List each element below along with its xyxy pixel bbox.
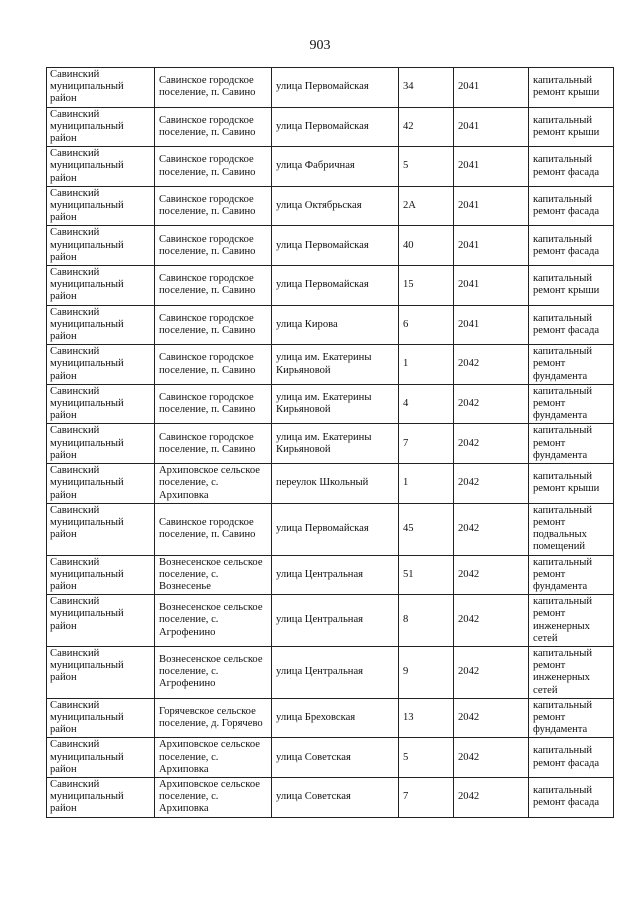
year-cell: 2042: [454, 738, 529, 778]
work-type-cell: капитальный ремонт инженерных сетей: [529, 595, 614, 647]
page-number: 903: [309, 38, 331, 53]
street-cell: улица Советская: [272, 738, 399, 778]
table-row: [47, 503, 614, 555]
district-cell: Савинский муниципальный район: [47, 464, 155, 504]
year-cell: 2042: [454, 503, 529, 555]
house-number-cell: 1: [399, 464, 454, 504]
house-number-cell: 8: [399, 595, 454, 647]
settlement-cell: Савинское городское поселение, п. Савино: [155, 68, 272, 108]
house-number-cell: 5: [399, 147, 454, 187]
district-cell: Савинский муниципальный район: [47, 107, 155, 147]
street-cell: улица им. Екатерины Кирьяновой: [272, 345, 399, 385]
street-cell: улица Центральная: [272, 555, 399, 595]
work-type-cell: капитальный ремонт подвальных помещений: [529, 503, 614, 555]
settlement-cell: Савинское городское поселение, п. Савино: [155, 266, 272, 306]
table-row: [47, 147, 614, 187]
work-type-cell: капитальный ремонт фасада: [529, 305, 614, 345]
work-type-cell: капитальный ремонт крыши: [529, 107, 614, 147]
year-cell: 2042: [454, 424, 529, 464]
street-cell: улица им. Екатерины Кирьяновой: [272, 424, 399, 464]
table-row: [47, 595, 614, 647]
house-number-cell: 5: [399, 738, 454, 778]
district-cell: Савинский муниципальный район: [47, 555, 155, 595]
work-type-cell: капитальный ремонт фасада: [529, 147, 614, 187]
settlement-cell: Савинское городское поселение, п. Савино: [155, 384, 272, 424]
district-cell: Савинский муниципальный район: [47, 738, 155, 778]
house-number-cell: 7: [399, 777, 454, 817]
settlement-cell: Архиповское сельское поселение, с. Архиповка: [155, 464, 272, 504]
settlement-cell: Савинское городское поселение, п. Савино: [155, 147, 272, 187]
year-cell: 2042: [454, 777, 529, 817]
work-type-cell: капитальный ремонт крыши: [529, 266, 614, 306]
settlement-cell: Савинское городское поселение, п. Савино: [155, 107, 272, 147]
year-cell: 2041: [454, 266, 529, 306]
house-number-cell: 9: [399, 646, 454, 698]
street-cell: улица Первомайская: [272, 226, 399, 266]
district-cell: Савинский муниципальный район: [47, 266, 155, 306]
house-number-cell: 13: [399, 698, 454, 738]
table-row: [47, 305, 614, 345]
district-cell: Савинский муниципальный район: [47, 777, 155, 817]
house-number-cell: 2А: [399, 186, 454, 226]
house-number-cell: 51: [399, 555, 454, 595]
work-type-cell: капитальный ремонт фасада: [529, 777, 614, 817]
house-number-cell: 15: [399, 266, 454, 306]
district-cell: Савинский муниципальный район: [47, 186, 155, 226]
year-cell: 2041: [454, 226, 529, 266]
district-cell: Савинский муниципальный район: [47, 384, 155, 424]
repair-registry-table: [46, 67, 614, 818]
work-type-cell: капитальный ремонт крыши: [529, 464, 614, 504]
district-cell: Савинский муниципальный район: [47, 305, 155, 345]
table-row: [47, 266, 614, 306]
street-cell: улица Бреховская: [272, 698, 399, 738]
work-type-cell: капитальный ремонт инженерных сетей: [529, 646, 614, 698]
table-row: [47, 384, 614, 424]
table-row: [47, 68, 614, 108]
work-type-cell: капитальный ремонт фундамента: [529, 345, 614, 385]
year-cell: 2042: [454, 464, 529, 504]
house-number-cell: 7: [399, 424, 454, 464]
district-cell: Савинский муниципальный район: [47, 595, 155, 647]
table-row: [47, 345, 614, 385]
year-cell: 2042: [454, 646, 529, 698]
district-cell: Савинский муниципальный район: [47, 503, 155, 555]
table-row: [47, 777, 614, 817]
street-cell: улица Фабричная: [272, 147, 399, 187]
street-cell: улица им. Екатерины Кирьяновой: [272, 384, 399, 424]
work-type-cell: капитальный ремонт фундамента: [529, 698, 614, 738]
street-cell: улица Первомайская: [272, 107, 399, 147]
year-cell: 2042: [454, 698, 529, 738]
settlement-cell: Савинское городское поселение, п. Савино: [155, 503, 272, 555]
house-number-cell: 4: [399, 384, 454, 424]
street-cell: улица Первомайская: [272, 266, 399, 306]
settlement-cell: Савинское городское поселение, п. Савино: [155, 424, 272, 464]
house-number-cell: 6: [399, 305, 454, 345]
settlement-cell: Савинское городское поселение, п. Савино: [155, 186, 272, 226]
district-cell: Савинский муниципальный район: [47, 147, 155, 187]
settlement-cell: Савинское городское поселение, п. Савино: [155, 345, 272, 385]
district-cell: Савинский муниципальный район: [47, 345, 155, 385]
table-row: [47, 424, 614, 464]
table-row: [47, 464, 614, 504]
year-cell: 2042: [454, 345, 529, 385]
table-row: [47, 226, 614, 266]
house-number-cell: 1: [399, 345, 454, 385]
district-cell: Савинский муниципальный район: [47, 646, 155, 698]
house-number-cell: 45: [399, 503, 454, 555]
house-number-cell: 34: [399, 68, 454, 108]
district-cell: Савинский муниципальный район: [47, 698, 155, 738]
street-cell: улица Октябрьская: [272, 186, 399, 226]
settlement-cell: Вознесенское сельское поселение, с. Вознесенье: [155, 555, 272, 595]
house-number-cell: 42: [399, 107, 454, 147]
year-cell: 2042: [454, 555, 529, 595]
settlement-cell: Архиповское сельское поселение, с. Архиповка: [155, 777, 272, 817]
work-type-cell: капитальный ремонт фасада: [529, 186, 614, 226]
street-cell: улица Центральная: [272, 595, 399, 647]
table-row: [47, 738, 614, 778]
work-type-cell: капитальный ремонт крыши: [529, 68, 614, 108]
table-row: [47, 698, 614, 738]
registry-body: [47, 68, 614, 818]
district-cell: Савинский муниципальный район: [47, 226, 155, 266]
work-type-cell: капитальный ремонт фундамента: [529, 555, 614, 595]
settlement-cell: Архиповское сельское поселение, с. Архиповка: [155, 738, 272, 778]
year-cell: 2041: [454, 305, 529, 345]
table-row: [47, 555, 614, 595]
house-number-cell: 40: [399, 226, 454, 266]
settlement-cell: Вознесенское сельское поселение, с. Агрофенино: [155, 595, 272, 647]
district-cell: Савинский муниципальный район: [47, 424, 155, 464]
settlement-cell: Вознесенское сельское поселение, с. Агрофенино: [155, 646, 272, 698]
work-type-cell: капитальный ремонт фасада: [529, 226, 614, 266]
year-cell: 2042: [454, 384, 529, 424]
district-cell: Савинский муниципальный район: [47, 68, 155, 108]
year-cell: 2042: [454, 595, 529, 647]
settlement-cell: Горячевское сельское поселение, д. Горячево: [155, 698, 272, 738]
work-type-cell: капитальный ремонт фундамента: [529, 384, 614, 424]
work-type-cell: капитальный ремонт фундамента: [529, 424, 614, 464]
street-cell: улица Центральная: [272, 646, 399, 698]
table-row: [47, 186, 614, 226]
street-cell: улица Первомайская: [272, 68, 399, 108]
settlement-cell: Савинское городское поселение, п. Савино: [155, 305, 272, 345]
table-row: [47, 107, 614, 147]
year-cell: 2041: [454, 147, 529, 187]
work-type-cell: капитальный ремонт фасада: [529, 738, 614, 778]
street-cell: улица Советская: [272, 777, 399, 817]
year-cell: 2041: [454, 107, 529, 147]
street-cell: переулок Школьный: [272, 464, 399, 504]
table-row: [47, 646, 614, 698]
settlement-cell: Савинское городское поселение, п. Савино: [155, 226, 272, 266]
year-cell: 2041: [454, 186, 529, 226]
year-cell: 2041: [454, 68, 529, 108]
street-cell: улица Первомайская: [272, 503, 399, 555]
street-cell: улица Кирова: [272, 305, 399, 345]
